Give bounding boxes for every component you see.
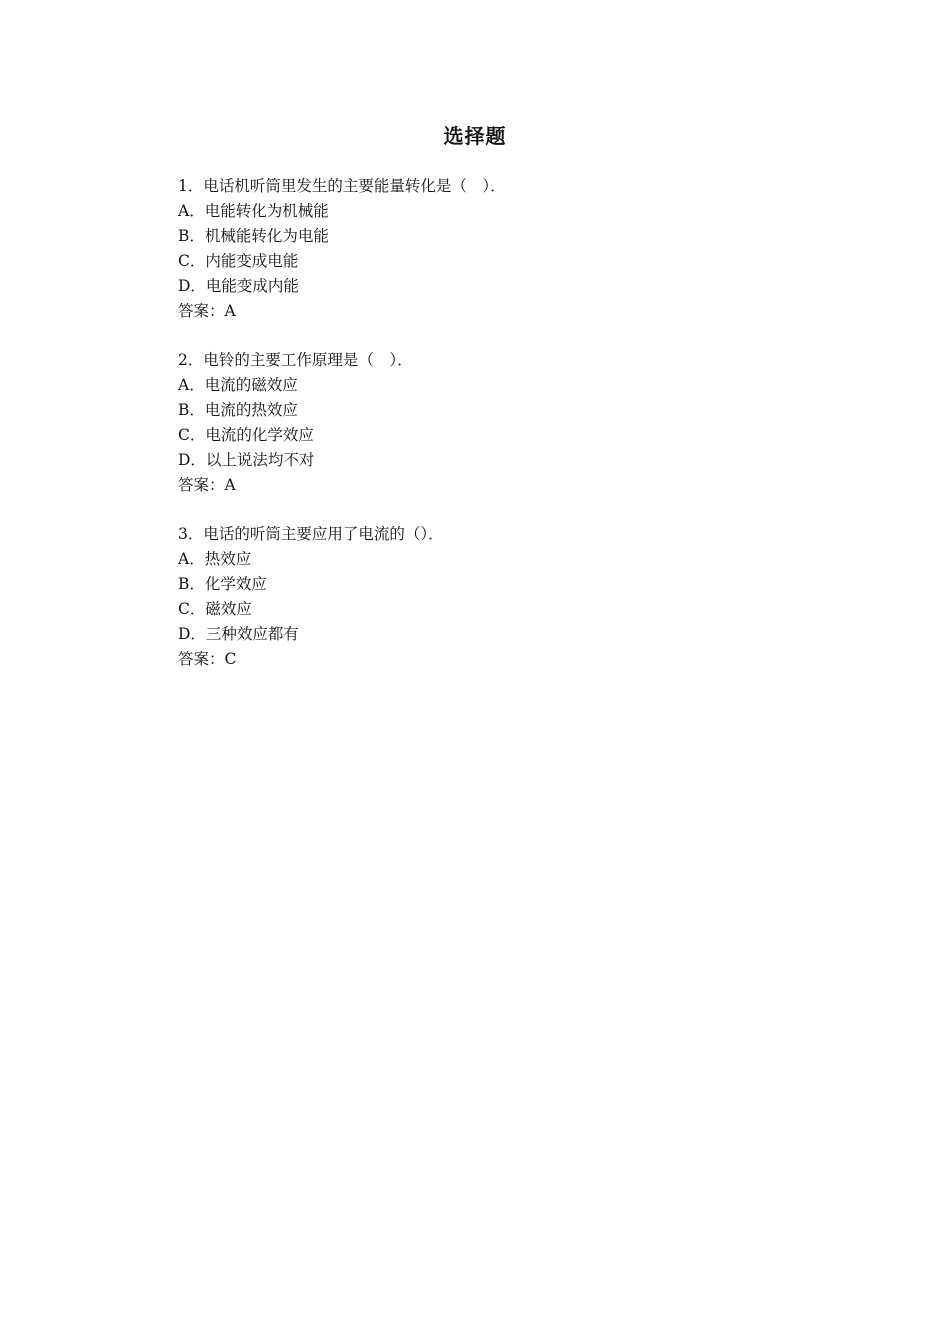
option-b: B．化学效应 bbox=[178, 575, 267, 593]
page-title: 选择题 bbox=[443, 124, 507, 148]
question-3 bbox=[178, 522, 798, 672]
option-c: C．磁效应 bbox=[178, 600, 252, 618]
option-b: B．机械能转化为电能 bbox=[178, 227, 329, 245]
answer-line: 答案：C bbox=[178, 650, 237, 668]
option-b: B．电流的热效应 bbox=[178, 401, 298, 419]
option-a: A．电能转化为机械能 bbox=[178, 202, 329, 220]
question-stem: 1．电话机听筒里发生的主要能量转化是（ ）． bbox=[178, 177, 506, 195]
answer-line: 答案：A bbox=[178, 476, 236, 494]
option-d: D．三种效应都有 bbox=[178, 625, 299, 643]
question-stem: 2．电铃的主要工作原理是（ ）． bbox=[178, 351, 413, 369]
option-a: A．电流的磁效应 bbox=[178, 376, 298, 394]
question-2 bbox=[178, 348, 798, 498]
option-c: C．电流的化学效应 bbox=[178, 426, 314, 444]
option-c: C．内能变成电能 bbox=[178, 252, 299, 270]
option-a: A．热效应 bbox=[178, 550, 252, 568]
option-d: D．电能变成内能 bbox=[178, 277, 299, 295]
question-list bbox=[178, 174, 798, 696]
option-d: D．以上说法均不对 bbox=[178, 451, 315, 469]
answer-line: 答案：A bbox=[178, 302, 236, 320]
question-stem: 3．电话的听筒主要应用了电流的（）． bbox=[178, 525, 444, 543]
question-1 bbox=[178, 174, 798, 324]
